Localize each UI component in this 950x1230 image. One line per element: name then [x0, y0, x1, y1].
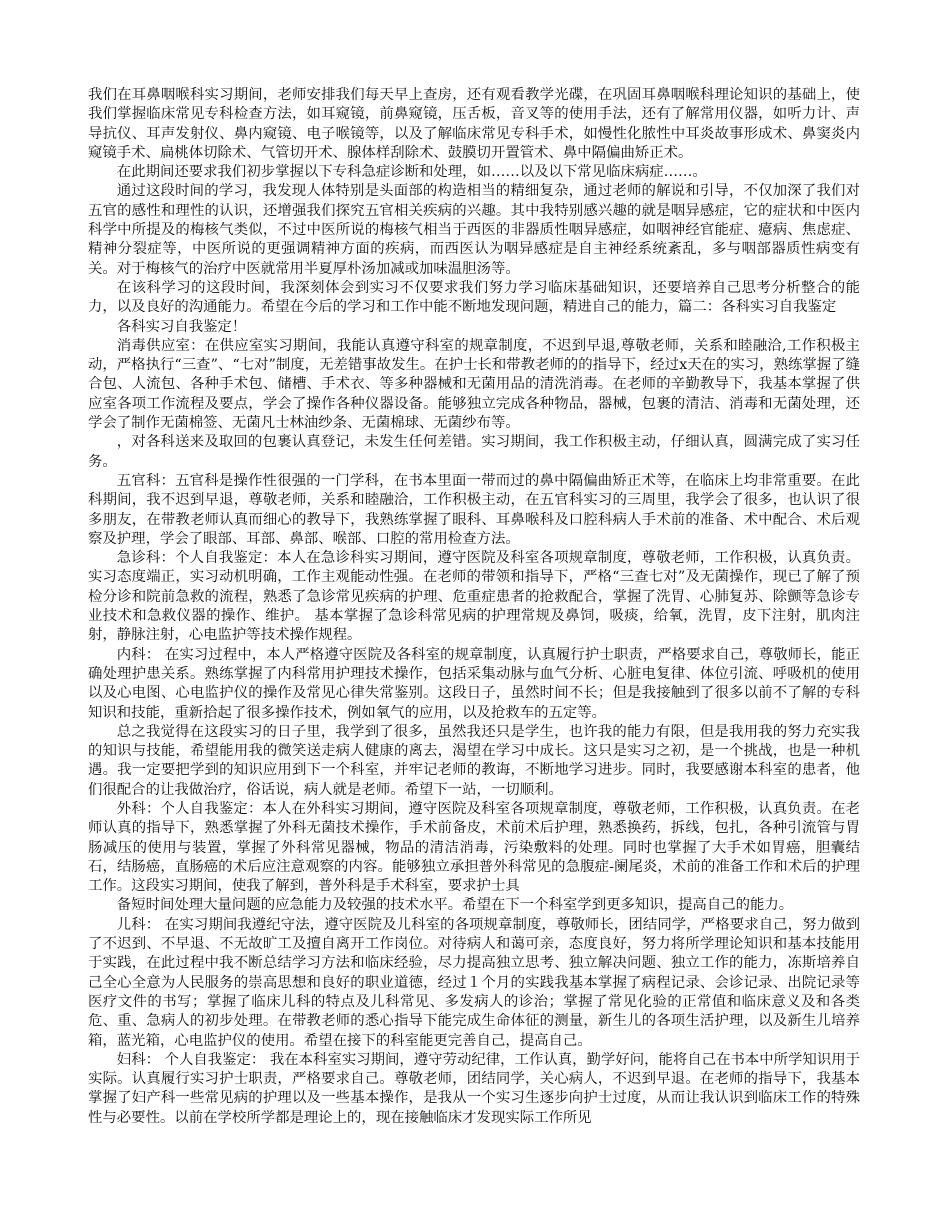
paragraph-ent-reflection: 通过这段时间的学习，我发现人体特别是头面部的构造相当的精细复杂，通过老师的解说和引导，不仅加深了我们对五官的感性和理性的认识，还增强我们探究五官相关疾病的兴趣。其中我特别感兴趣的就是咽异感症，它的症状和中医内科学中所提及的梅核气类似，不过中医所说的梅核气相当于西医的非器质性咽异感症，如咽神经官能症、癔病、焦虑症、精神分裂症等，中医所说的更强调精神方面的疾病，而西医认为咽异感症是自主神经系统紊乱，多与咽部器质性病变有关。对于梅核气的治疗中医就常用半夏厚朴汤加减或加味温胆汤等。 — [88, 183, 860, 277]
paragraph-internal-summary: 总之我觉得在这段实习的日子里，我学到了很多，虽然我还只是学生，也许我的能力有限，但是我用我的努力充实我的知识与技能，希望能用我的微笑送走病人健康的离去，渴望在学习中成长。这只是实习之初，是一个挑战，也是一种机遇。我一定要把学到的知识应用到下一个科室，并牢记老师的教诲，不断地学习进步。同时，我要感谢本科室的患者，他们很配合的让我做治疗，俗话说，病人就是老师。希望下一站，一切顺利。 — [88, 723, 860, 798]
paragraph-emergency-requirements: 在此期间还要求我们初步掌握以下专科急症诊断和处理，如……以及以下常见临床病症……。 — [116, 164, 707, 181]
paragraph-emergency-dept: 急诊科：个人自我鉴定：本人在急诊科实习期间，遵守医院及科室各项规章制度，尊敬老师，工作积极，认真负责。实习态度端正，实习动机明确，工作主观能动性强。在老师的带领和指导下，严格“三查七对”及无菌操作，现已了解了预检分诊和院前急救的流程，熟悉了急诊常见疾病的护理、危重症患者的抢救配合，掌握了洗胃、心肺复苏、除颤等急诊专业技术和急救仪器的操作、维护。 基本掌握了急诊科常见病的护理常规及鼻饲，吸痰，给氧，洗胃，皮下注射，肌肉注射，静脉注射，心电监护等技术操作规程。 — [88, 550, 860, 644]
paragraph-supply-room-continued: ，对各科送来及取回的包裹认真登记，未发生任何差错。实习期间，我工作积极主动，仔细认真，圆满完成了实习任务。 — [88, 434, 860, 470]
paragraph-gynecology: 妇科： 个人自我鉴定： 我在本科室实习期间，遵守劳动纪律，工作认真，勤学好问，能将自己在书本中所学知识用于实际。认真履行实习护士职责，严格要求自己。尊敬老师，团结同学，关心病人，不迟到早退。在老师的指导下，我基本掌握了妇产科一些常见病的护理以及一些基本操作，是我从一个实习生逐步向护士过度，从而让我认识到临床工作的特殊性与必要性。以前在学校所学都是理论上的，现在接触临床才发现实际工作所见 — [88, 1051, 860, 1126]
paragraph-internal-medicine: 内科： 在实习过程中，本人严格遵守医院及各科室的规章制度，认真履行护士职责，严格要求自己，尊敬师长，能正确处理护患关系。熟练掌握了内科常用护理技术操作，包括采集动脉与血气分析、心脏电复律、体位引流、呼吸机的使用以及心电图、心电监护仪的操作及常见心律失常鉴别。这段日子，虽然时间不长；但是我接触到了很多以前不了解的专科知识和技能，重新拾起了很多操作技术，例如氧气的应用，以及抢救车的五定等。 — [88, 646, 860, 721]
paragraph-ent-practice: 我们在耳鼻咽喉科实习期间，老师安排我们每天早上查房，还有观看教学光碟，在巩固耳鼻咽喉科理论知识的基础上，使我们掌握临床常见专科检查方法，如耳窥镜，前鼻窥镜，压舌板，音叉等的使用手法，还有了解常用仪器，如听力计、声导抗仪、耳声发射仪、鼻内窥镜、电子喉镜等，以及了解临床常见专科手术，如慢性化脓性中耳炎故事形成术、鼻窦炎内窥镜手术、扁桃体切除术、气管切开术、腺体样刮除术、鼓膜切开置管术、鼻中隔偏曲矫正术。 — [88, 87, 860, 161]
paragraph-surgery-continued: 备短时间处理大量问题的应急能力及较强的技术水平。希望在下一个科室学到更多知识，提高自己的能力。 — [116, 897, 794, 914]
paragraph-five-senses: 五官科：五官科是操作性很强的一门学科，在书本里面一带而过的鼻中隔偏曲矫正术等，在临床上均非常重要。在此科期间，我不迟到早退，尊敬老师，关系和睦融洽，工作积极主动，在五官科实习的三周里，我学会了很多，也认识了很多朋友，在带教老师认真而细心的教导下，我熟练掌握了眼科、耳鼻喉科及口腔科病人手术前的准备、术中配合、术后观察及护理，学会了眼部、耳部、鼻部、喉部、口腔的常用检查方法。 — [88, 472, 860, 547]
paragraph-supply-room: 消毒供应室：在供应室实习期间，我能认真遵守科室的规章制度，不迟到早退,尊敬老师，关系和睦融洽,工作积极主动，严格执行“三查”、“七对”制度，无差错事故发生。在护士长和带教老师的的指导下，经过x天在的实习，熟练掌握了缝合包、人流包、各种手术包、储槽、手术衣、等多种器械和无菌用品的清洗消毒。在老师的辛勤教导下，我基本掌握了供应室各项工作流程及要点，学会了操作各种仪器设备。能够独立完成各种物品，器械，包裹的清洁、消毒和无菌处理，还学会了制作无菌棉签、无菌凡士林油纱条、无菌棉球、无菌纱布等。 — [88, 337, 860, 432]
section-heading: 各科实习自我鉴定！ — [116, 318, 247, 335]
document-body — [88, 86, 860, 1128]
paragraph-ent-summary: 在该科学习的这段时间，我深刻体会到实习不仅要求我们努力学习临床基础知识，还要培养自己思考分析整合的能力，以及良好的沟通能力。希望在今后的学习和工作中能不断地发现问题，精进自己的能力，篇二：各科实习自我鉴定 — [88, 279, 860, 316]
paragraph-surgery: 外科：个人自我鉴定：本人在外科实习期间，遵守医院及科室各项规章制度，尊敬老师，工作积极，认真负责。在老师认真的指导下，熟悉掌握了外科无菌技术操作，手术前备皮，术前术后护理，熟悉换药，拆线，包扎，各种引流管与胃肠减压的使用与装置，掌握了外科常见器械，物品的清洁消毒，污染敷料的处理。同时也掌握了大手术如胃癌，胆囊结石，结肠癌，直肠癌的术后应注意观察的内容。能够独立承担普外科常见的急腹症-阑尾炎，术前的准备工作和术后的护理工作。这段实习期间，使我了解到，普外科是手术科室，要求护士具 — [88, 800, 860, 895]
paragraph-pediatrics: 儿科： 在实习期间我遵纪守法，遵守医院及儿科室的各项规章制度，尊敬师长，团结同学，严格要求自己，努力做到了不迟到、不早退、不无故旷工及擅自离开工作岗位。对待病人和蔼可亲，态度良好，努力将所学理论知识和基本技能用于实践，在此过程中我不断总结学习方法和临床经验，尽力提高独立思考、独立解决问题、独立工作的能力，冻斯培养自己全心全意为人民服务的崇高思想和良好的职业道德，经过１个月的实践我基本掌握了病程记录、会诊记录、出院记录等医疗文件的书写；掌握了临床儿科的特点及儿科常见、多发病人的诊治；掌握了常见化验的正常值和临床意义及和各类危、重、急病人的初步处理。在带教老师的悉心指导下能完成生命体征的测量，新生儿的各项生活护理，以及新生儿培养箱，蓝光箱，心电监护仪的使用。希望在接下的科室能更完善自己，提高自己。 — [88, 916, 860, 1049]
